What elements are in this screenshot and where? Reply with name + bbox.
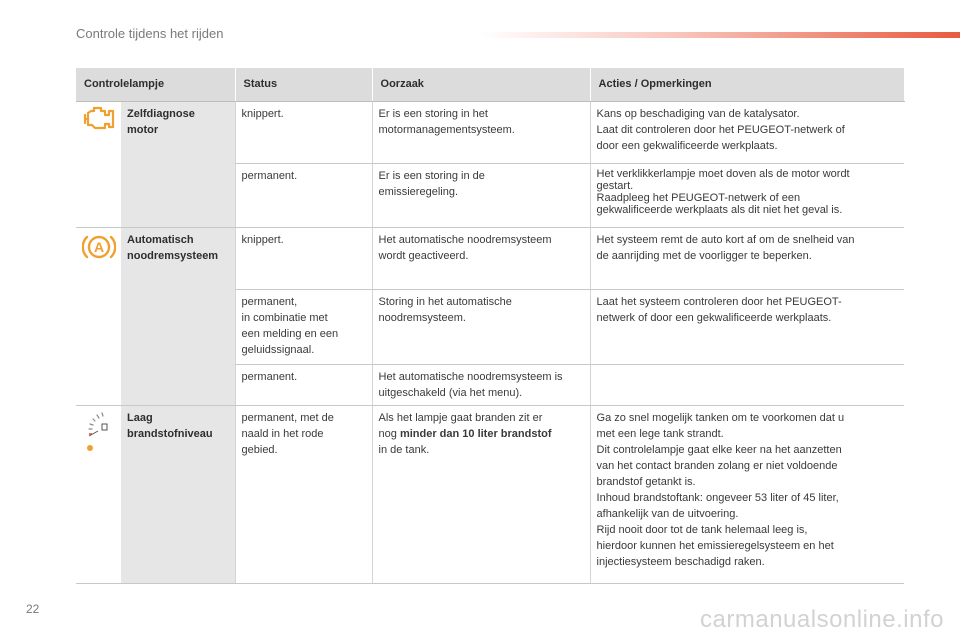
column-header-status: Status <box>235 68 372 101</box>
svg-text:A: A <box>93 238 105 255</box>
watermark: carmanualsonline.info <box>700 606 944 633</box>
cause-cell: Er is een storing in de emissieregeling. <box>372 163 590 227</box>
fuel-gauge-icon <box>84 410 114 456</box>
engine-check-icon <box>83 106 115 130</box>
engine-icon-cell <box>76 101 121 227</box>
cause-cell: Storing in het automatische noodremsysteem. <box>372 289 590 364</box>
table-row <box>76 405 904 583</box>
warning-lights-table <box>76 68 905 584</box>
action-cell: Het systeem remt de auto kort af om de snelheid van de aanrijding met de voorligger te beperken. <box>590 227 904 289</box>
cause-cell: Het automatische noodremsysteem wordt geactiveerd. <box>372 227 590 289</box>
warning-name-noodremsysteem: Automatisch noodremsysteem <box>121 227 235 405</box>
action-cell: Laat het systeem controleren door het PEUGEOT- netwerk of door een gekwalificeerde werkplaats. <box>590 289 904 364</box>
cause-cell: Het automatische noodremsysteem is uitgeschakeld (via het menu). <box>372 364 590 405</box>
automatic-brake-icon <box>82 232 116 262</box>
warning-name-brandstofniveau: Laag brandstofniveau <box>121 405 235 583</box>
cause-cell: Als het lampje gaat branden zit er nog minder dan 10 liter brandstof in de tank. <box>372 405 590 583</box>
table-header-row <box>76 68 904 101</box>
column-header-acties: Acties / Opmerkingen <box>590 68 904 101</box>
action-cell: Het verklikkerlampje moet doven als de motor wordt gestart. Raadpleeg het PEUGEOT-netwerk of een gekwalificeerde werkplaats als dit niet het geval is. <box>590 163 904 227</box>
status-cell: knippert. <box>235 227 372 289</box>
status-cell: permanent. <box>235 163 372 227</box>
column-header-oorzaak: Oorzaak <box>372 68 590 101</box>
header-accent-bar <box>480 32 960 38</box>
status-cell: permanent. <box>235 364 372 405</box>
page-number: 22 <box>26 602 40 616</box>
warning-name-zelfdiagnose: Zelfdiagnose motor <box>121 101 235 227</box>
status-cell: permanent, in combinatie met een melding en een geluidssignaal. <box>235 289 372 364</box>
fuel-icon-cell <box>76 405 121 583</box>
page-section-title: Controle tijdens het rijden <box>76 26 224 41</box>
cause-cell: Er is een storing in het motormanagementsysteem. <box>372 101 590 163</box>
bold-fuel-amount: minder dan 10 liter brandstof <box>399 427 552 440</box>
action-cell: Kans op beschadiging van de katalysator. Laat dit controleren door het PEUGEOT-netwerk of door een gekwalificeerde werkplaats. <box>590 101 904 163</box>
action-cell <box>590 364 904 405</box>
column-header-controlelampje: Controlelampje <box>76 68 235 101</box>
status-cell: permanent, met de naald in het rode gebied. <box>235 405 372 583</box>
table-row <box>76 227 904 289</box>
table-row <box>76 101 904 163</box>
brake-icon-cell <box>76 227 121 405</box>
action-cell: Ga zo snel mogelijk tanken om te voorkomen dat u met een lege tank strandt. Dit controlelampje gaat elke keer na het aanzetten van het contact branden zolang er niet voldoende brandstof getankt is. Inhoud brandstoftank: ongeveer 53 liter of 45 liter, afhankelijk van de uitvoering. Rijd nooit door tot de tank helemaal leeg is, hierdoor kunnen het emissieregelsysteem en het injectiesysteem beschadigd raken. <box>590 405 904 583</box>
status-cell: knippert. <box>235 101 372 163</box>
